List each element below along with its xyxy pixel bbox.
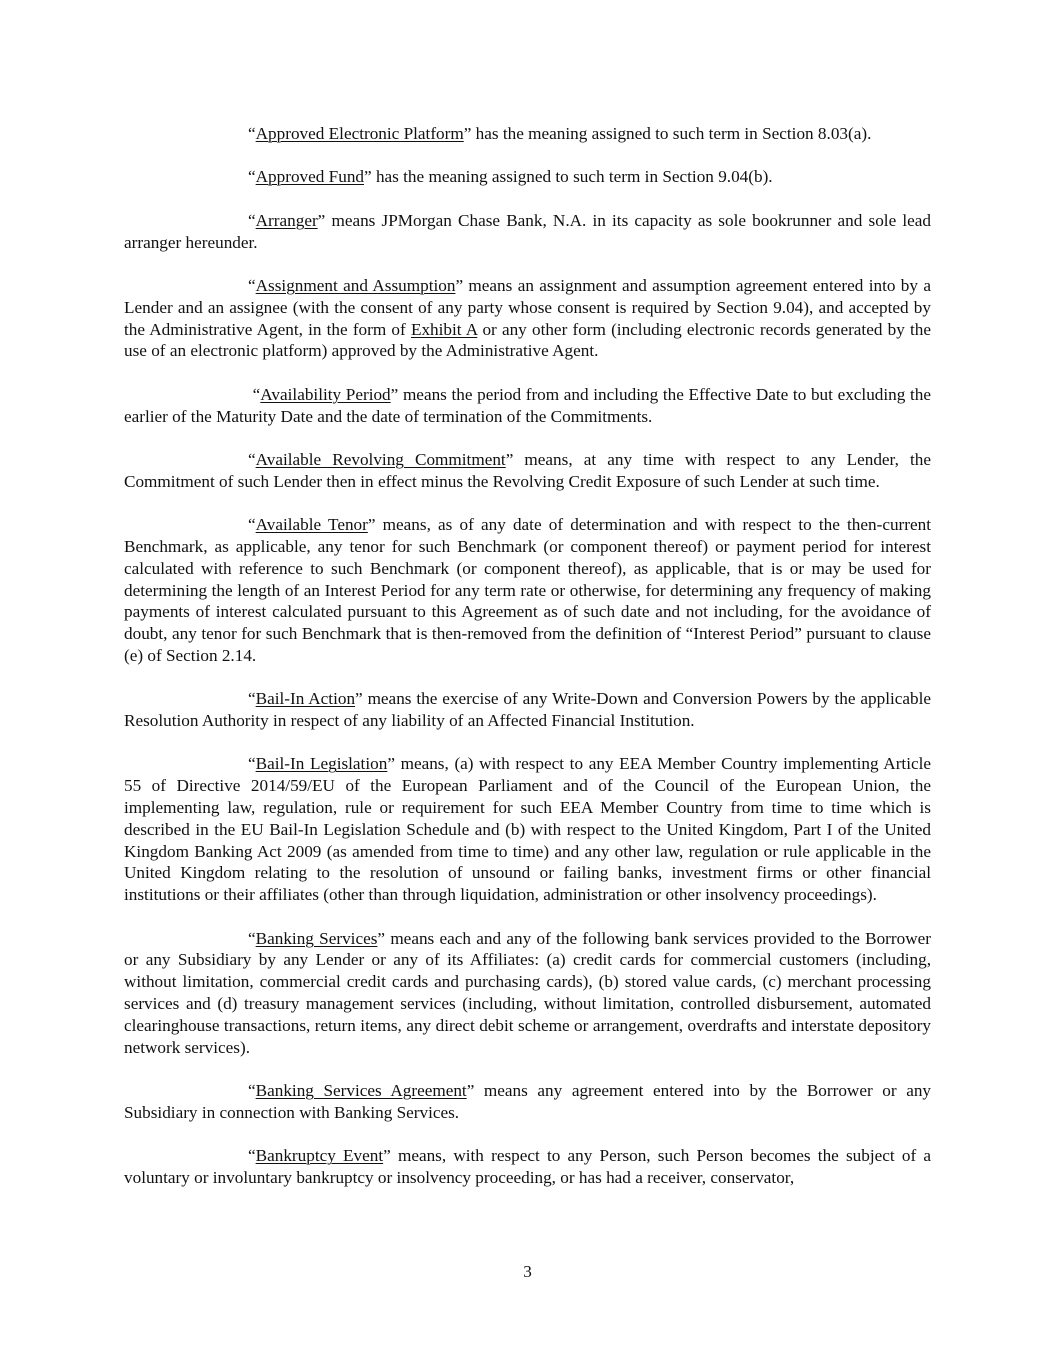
definition-text: ” means, at any time with respect to any Lender, the Commitment of such Lender then in effect minus the Revolving Credit Exposure of such Lender at such time.	[124, 449, 931, 491]
definition-arranger: “Arranger” means JPMorgan Chase Bank, N.A. in its capacity as sole bookrunner and sole lead arranger hereunder.	[124, 210, 931, 252]
definition-text: ” means, (a) with respect to any EEA Member Country implementing Article 55 of Directive 2014/59/EU of the European Parliament and of the Council of the European Union, the implementing law, regulation, rule or requirement for such EEA Member Country from time to time which is described in the EU Bail-In Legislation Schedule and (b) with respect to the United Kingdom, Part I of the United Kingdom Banking Act 2009 (as amended from time to time) and any other law, regulation or rule applicable in the United Kingdom relating to the resolution of unsound or failing banks, investment firms or other financial institutions or their affiliates (other than through liquidation, administration or other insolvency proceedings).	[124, 754, 932, 905]
definition-available-tenor: “Available Tenor” means, as of any date of determination and with respect to the then-current Benchmark, as applicable, any tenor for such Benchmark (or component thereof) or payment period for interest calculated with reference to such Benchmark (or component thereof), as applicable, that is or may be used for determining the length of an Interest Period for any term rate or otherwise, for determining any frequency of making payments of interest calculated pursuant to this Agreement as of such date and not including, for the avoidance of doubt, any tenor for such Benchmark that is then-removed from the definition of “Interest Period” pursuant to clause (e) of Section 2.14.	[124, 515, 932, 665]
definition-text: ” has the meaning assigned to such term in Section 8.03(a).	[463, 124, 872, 143]
definition-approved-fund: “Approved Fund” has the meaning assigned to such term in Section 9.04(b).	[248, 167, 773, 187]
page-number: 3	[523, 1262, 532, 1281]
defined-term: Available Revolving Commitment	[255, 449, 506, 469]
definition-text: ” means JPMorgan Chase Bank, N.A. in its capacity as sole bookrunner and sole lead arranger hereunder.	[124, 210, 931, 252]
definition-text: ” means, with respect to any Person, such Person becomes the subject of a voluntary or involuntary bankruptcy or insolvency proceeding, or has had a receiver, conservator,	[124, 1146, 931, 1188]
defined-term: Assignment and Assumption	[255, 275, 456, 295]
defined-term: Availability Period	[260, 384, 391, 404]
definition-bail-in-action: “Bail-In Action” means the exercise of any Write-Down and Conversion Powers by the applicable Resolution Authority in respect of any liability of an Affected Financial Institution.	[124, 689, 931, 731]
definition-text: ” has the meaning assigned to such term in Section 9.04(b).	[364, 167, 773, 187]
definition-available-revolving-commitment: “Available Revolving Commitment” means, at any time with respect to any Lender, the Commitment of such Lender then in effect minus the Revolving Credit Exposure of such Lender at such time.	[124, 449, 931, 491]
definition-text: ” means any agreement entered into by the Borrower or any Subsidiary in connection with Banking Services.	[124, 1081, 932, 1122]
exhibit-reference: Exhibit A	[410, 319, 478, 339]
defined-term: Bail-In Action	[255, 689, 356, 709]
definition-banking-services: “Banking Services” means each and any of the following bank services provided to the Borrower or any Subsidiary by any Lender or any of its Affiliates: (a) credit cards for commercial customers (including, without limitation, commercial credit cards and purchasing cards), (b) stored value cards, (c) merchant processing services and (d) treasury management services (including, without limitation, controlled disbursement, automated clearinghouse transactions, return items, any direct debit scheme or arrangement, overdrafts and interstate depository network services).	[124, 928, 931, 1057]
definition-text: ” means the exercise of any Write-Down and Conversion Powers by the applicable Resolution Authority in respect of any liability of an Affected Financial Institution.	[124, 689, 931, 731]
definition-text: or any other form (including electronic records generated by the use of an electronic platform) approved by the Administrative Agent.	[124, 319, 931, 361]
defined-term: Bankruptcy Event	[255, 1146, 384, 1166]
definition-banking-services-agreement: “Banking Services Agreement” means any agreement entered into by the Borrower or any Subsidiary in connection with Banking Services.	[124, 1081, 932, 1122]
defined-term: Arranger	[255, 210, 318, 230]
definition-text: ” means the period from and including the Effective Date to but excluding the earlier of the Maturity Date and the date of termination of the Commitments.	[124, 384, 931, 426]
definition-assignment-and-assumption: “Assignment and Assumption” means an assignment and assumption agreement entered into by a Lender and an assignee (with the consent of any party whose consent is required by Section 9.04), and accepted by the Administrative Agent, in the form of Exhibit A or any other form (including electronic records generated by the use of an electronic platform) approved by the Administrative Agent.	[124, 275, 931, 361]
definition-bankruptcy-event: “Bankruptcy Event” means, with respect to any Person, such Person becomes the subject of a voluntary or involuntary bankruptcy or insolvency proceeding, or has had a receiver, conservator,	[124, 1146, 931, 1188]
definition-text: ” means each and any of the following bank services provided to the Borrower or any Subsidiary by any Lender or any of its Affiliates: (a) credit cards for commercial customers (including, without limitation, commercial credit cards and purchasing cards), (b) stored value cards, (c) merchant processing services and (d) treasury management services (including, without limitation, controlled disbursement, automated clearinghouse transactions, return items, any direct debit scheme or arrangement, overdrafts and interstate depository network services).	[124, 928, 931, 1057]
definition-text: ” means, as of any date of determination and with respect to the then-current Benchmark, as applicable, any tenor for such Benchmark (or component thereof) or payment period for interest calculated with reference to such Benchmark (or component thereof), as applicable, that is or may be used for determining the length of an Interest Period for any term rate or otherwise, for determining any frequency of making payments of interest calculated pursuant to this Agreement as of such date and not including, for the avoidance of doubt, any tenor for such Benchmark that is then-removed from the definition of “Interest Period” pursuant to clause (e) of Section 2.14.	[124, 515, 932, 665]
document-page	[124, 123, 931, 1210]
definition-bail-in-legislation: “Bail-In Legislation” means, (a) with respect to any EEA Member Country implementing Article 55 of Directive 2014/59/EU of the European Parliament and of the Council of the European Union, the implementing law, regulation, rule or requirement for such EEA Member Country from time to time which is described in the EU Bail-In Legislation Schedule and (b) with respect to the United Kingdom, Part I of the United Kingdom Banking Act 2009 (as amended from time to time) and any other law, regulation or rule applicable in the United Kingdom relating to the resolution of unsound or failing banks, investment firms or other financial institutions or their affiliates (other than through liquidation, administration or other insolvency proceedings).	[124, 754, 932, 905]
defined-term: Bail-In Legislation	[255, 754, 388, 774]
defined-term: Available Tenor	[255, 515, 368, 535]
defined-term: Approved Electronic Platform	[255, 124, 464, 143]
defined-term: Banking Services	[255, 928, 378, 948]
definition-approved-electronic-platform: “Approved Electronic Platform” has the meaning assigned to such term in Section 8.03(a).	[248, 124, 872, 143]
definition-availability-period: “Availability Period” means the period from and including the Effective Date to but excluding the earlier of the Maturity Date and the date of termination of the Commitments.	[124, 384, 931, 426]
definition-text: ” means an assignment and assumption agreement entered into by a Lender and an assignee (with the consent of any party whose consent is required by Section 9.04), and accepted by the Administrative Agent, in the form of	[124, 275, 931, 339]
defined-term: Approved Fund	[255, 167, 365, 187]
defined-term: Banking Services Agreement	[255, 1081, 467, 1101]
